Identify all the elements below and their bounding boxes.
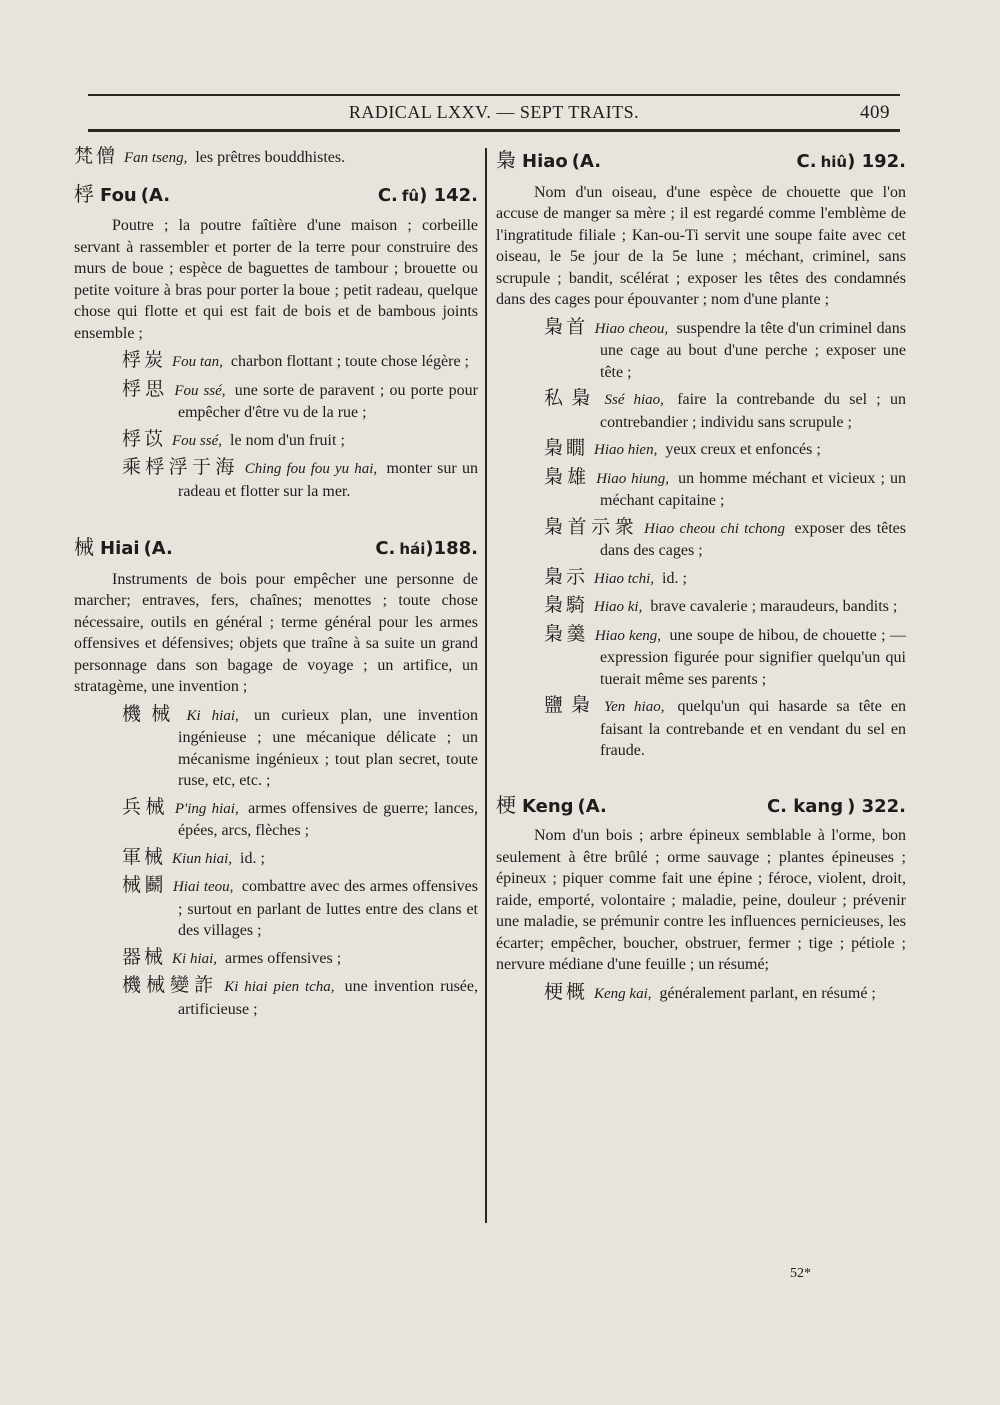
compound-gloss: quelqu'un qui hasarde sa tête en faisant la contrebande et en vendant du sel en fraude. [600, 698, 906, 759]
entry-definition: Poutre ; la poutre faîtière d'une maison ; corbeille servant à rassembler et porter de la terre pour construire des murs de boue ; espèce de baguettes de tambour ; brouette ou petite voiture à bras pour porter la boue ; petit radeau, quelque chose qui flotte et qui est fait de bois et de bambous joints ensemble ; [74, 217, 478, 342]
compound-entry [74, 457, 478, 502]
entry-academic-ref: (A. [577, 795, 607, 817]
compound-entry [74, 847, 478, 871]
entry-academic-ref: (A. [571, 151, 602, 172]
right-column [496, 146, 906, 1010]
compound-han: 機械 [122, 702, 181, 725]
compound-romanization: Hiao ki, [594, 599, 643, 615]
compound-han: 機械變詐 [122, 974, 219, 996]
compound-entry [496, 438, 906, 462]
compound-list-hiao [496, 317, 906, 762]
compound-gloss: id. ; [662, 569, 687, 587]
compound-romanization: Kiun hiai, [172, 850, 233, 867]
compound-han: 梟雄 [544, 465, 591, 488]
compound-romanization: Hiao cheou, [594, 320, 669, 337]
compound-romanization: Ssé hiao, [604, 392, 664, 408]
compound-romanization: Hiao keng, [594, 627, 662, 644]
compound-romanization: Ki hiai, [172, 950, 218, 967]
entry-definition: Nom d'un oiseau, d'une espèce de chouette que l'on accuse de manger sa mère ; il est regardé comme l'emblème de l'ingratitude filiale ; Kan-ou-Ti servit une soupe faite avec cet oiseau, le 5e jour de la 5e lune ; méchant, criminel, sans scrupule ; bandit, scélérat ; exposer les têtes des condamnés dans des cages pour épouvanter ; nom d'une plante ; [496, 183, 906, 308]
compound-han: 桴炭 [122, 349, 167, 371]
entry-cantonese-reading: hái [399, 540, 426, 558]
compound-list-hiai [74, 704, 478, 1021]
compound-gloss: généralement parlant, en résumé ; [659, 984, 876, 1002]
entry-character: 桴 [74, 181, 94, 206]
compound-entry [496, 317, 906, 384]
compound-gloss: exposer des têtes dans des cages ; [600, 519, 907, 559]
compound-gloss: une invention rusée, artificieuse ; [178, 978, 478, 1018]
compound-romanization: Hiao hien, [594, 442, 658, 458]
header-top-rule [88, 94, 900, 96]
entry-number: )188. [425, 538, 478, 559]
compound-han: 梟瞯 [544, 437, 589, 459]
compound-entry [74, 429, 478, 453]
compound-romanization: Ching fou fou yu hai, [244, 461, 378, 477]
entry-cantonese-reading: hiû [820, 153, 848, 171]
compound-han: 器械 [122, 945, 167, 968]
compound-romanization: Keng kai, [594, 985, 652, 1002]
entry-cantonese-label: C. [377, 184, 398, 206]
compound-entry [496, 595, 906, 619]
compound-gloss: un curieux plan, une invention ingénieuse ; une mécanique délicate ; un mécanisme ingénieux ; tout plan secret, toute ruse, etc, etc. ; [178, 706, 478, 789]
entry-character: 梟 [496, 148, 516, 172]
entry-cantonese-reading: fû [401, 186, 420, 205]
compound-entry [496, 695, 906, 762]
compound-list-fou [74, 350, 478, 502]
entry-heading-fou [74, 181, 478, 208]
compound-han: 桴苡 [122, 427, 167, 450]
compound-gloss: les prêtres bouddhistes. [195, 149, 346, 166]
compound-han: 械鬬 [122, 874, 167, 896]
compound-entry [74, 975, 478, 1020]
running-header [88, 100, 900, 126]
entry-cantonese-label: C. kang [766, 795, 844, 817]
compound-romanization: Hiai teou, [172, 879, 234, 895]
entry-number: ) 322. [847, 795, 906, 817]
compound-han: 梟羹 [544, 622, 589, 645]
compound-gloss: monter sur un radeau et flotter sur la mer. [178, 460, 478, 500]
entry-number: ) 192. [847, 151, 906, 172]
compound-gloss: le nom d'un fruit ; [230, 431, 345, 449]
compound-entry [496, 982, 906, 1006]
compound-romanization: Hiao cheou chi tchong [644, 520, 785, 537]
compound-gloss: armes offensives de guerre; lances, épées, arcs, flèches ; [178, 799, 478, 839]
compound-han: 梟首 [544, 315, 589, 338]
entry-definition: Nom d'un bois ; arbre épineux semblable à l'orme, bon seulement à être brûlé ; orme sauvage ; plantes épineuses ; épineux ; piquer comme fait une épine ; féroce, violent, droit, raide, emporté, volontaire ; maladie, peine, douleur ; prévenir une maladie, se prémunir contre les influences pernicieuses, les écarter; empêcher, boucher, obstruer, fermer ; tige ; pétiole ; nervure médiane d'une feuille ; un résumé; [496, 827, 906, 973]
entry-word: Fou [100, 184, 137, 206]
header-bottom-rule [88, 129, 900, 132]
entry-character: 梗 [496, 792, 516, 817]
compound-entry [74, 947, 478, 971]
compound-entry [74, 797, 478, 842]
compound-romanization: Fou ssé, [174, 382, 226, 399]
entry-number: ) 142. [419, 184, 478, 206]
compound-han: 乘桴浮于海 [122, 456, 239, 478]
entry-heading-keng [496, 792, 906, 818]
compound-han: 桴思 [122, 377, 169, 400]
left-column [74, 146, 478, 1025]
compound-han: 軍械 [122, 845, 167, 868]
compound-gloss: armes offensives ; [225, 949, 342, 967]
compound-gloss: une soupe de hibou, de chouette ; — expression figurée pour signifier quelqu'un qui tuerait même ses parents ; [600, 626, 906, 688]
compound-gloss: une sorte de paravent ; ou porte pour empêcher d'être vu de la rue ; [178, 381, 479, 421]
compound-entry [496, 567, 906, 591]
compound-gloss: brave cavalerie ; maraudeurs, bandits ; [650, 598, 898, 615]
compound-gloss: faire la contrebande du sel ; un contrebandier ; individu sans scrupule ; [600, 391, 906, 431]
compound-gloss: suspendre la tête d'un criminel dans une cage au bout d'une perche ; exposer une tête ; [600, 319, 906, 381]
compound-gloss: charbon flottant ; toute chose légère ; [230, 353, 469, 370]
entry-character: 械 [74, 535, 94, 559]
entry-heading-hiai [74, 537, 478, 561]
compound-entry [74, 350, 478, 374]
compound-han: 梗概 [544, 980, 589, 1003]
compound-romanization: Ki hiai, [186, 707, 239, 724]
compound-han: 梟騎 [544, 594, 589, 616]
compound-romanization: Hiao hiung, [596, 470, 669, 487]
compound-han: 梟首示衆 [544, 515, 639, 538]
printer-signature: 52* [790, 1266, 811, 1281]
compound-entry [74, 704, 478, 792]
compound-gloss: combattre avec des armes offensives ; surtout en parlant de luttes entre des clans et des villages ; [178, 878, 478, 939]
compound-romanization: Fou ssé, [172, 432, 223, 449]
page-number: 409 [860, 102, 890, 123]
header-title: RADICAL LXXV. — SEPT TRAITS. [348, 102, 640, 122]
compound-entry [496, 624, 906, 691]
compound-entry [496, 388, 906, 433]
compound-romanization: Hiao tchi, [594, 570, 655, 587]
compound-gloss: id. ; [240, 849, 265, 867]
compound-entry [74, 875, 478, 942]
compound-romanization: Ki hiai pien tcha, [224, 979, 335, 995]
intro-compound [74, 146, 478, 170]
compound-han: 兵械 [122, 795, 169, 818]
compound-han: 鹽梟 [544, 694, 599, 716]
entry-word: Keng [522, 795, 574, 817]
compound-entry [74, 379, 478, 424]
column-divider [485, 148, 487, 1223]
compound-romanization: Fou tan, [172, 354, 223, 370]
compound-han: 梵僧 [74, 145, 119, 167]
compound-romanization: Fan tseng, [124, 150, 188, 166]
entry-word: Hiao [522, 151, 568, 172]
compound-romanization: P'ing hiai, [174, 800, 239, 817]
compound-han: 梟示 [544, 565, 589, 588]
compound-romanization: Yen hiao, [604, 699, 665, 715]
compound-gloss: yeux creux et enfoncés ; [665, 441, 821, 458]
entry-academic-ref: (A. [143, 538, 173, 559]
entry-cantonese-label: C. [796, 151, 817, 172]
entry-word: Hiai [100, 538, 140, 559]
compound-han: 私梟 [544, 387, 599, 409]
compound-list-keng [496, 982, 906, 1006]
compound-entry [496, 517, 906, 562]
compound-gloss: un homme méchant et vicieux ; un méchant capitaine ; [600, 469, 907, 509]
entry-definition: Instruments de bois pour empêcher une personne de marcher; entraves, fers, chaînes; menottes ; toute chose nécessaire, outils en général ; terme général pour les armes offensives et défensives; objets que traîne à sa suite un grand personnage dans son bagage de voyage ; un artifice, un stratagème, une invention ; [74, 570, 478, 695]
entry-cantonese-label: C. [375, 538, 396, 559]
entry-heading-hiao [496, 150, 906, 174]
compound-entry [496, 467, 906, 512]
entry-academic-ref: (A. [140, 184, 171, 206]
